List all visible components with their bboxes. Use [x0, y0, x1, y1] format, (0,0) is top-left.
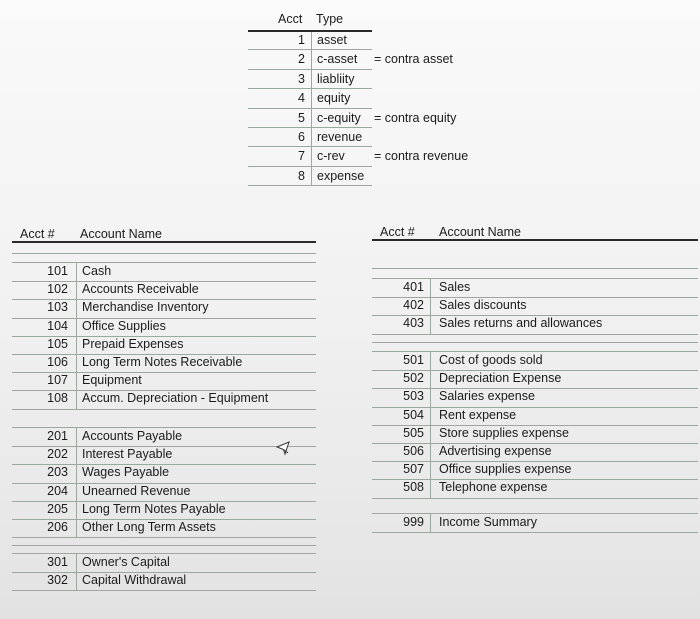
left-acct-number: 203 — [47, 465, 68, 480]
right-name-header: Account Name — [439, 225, 521, 239]
type-table-type: c-asset — [317, 52, 358, 67]
left-account-name: Accounts Receivable — [82, 282, 199, 297]
right-column-divider — [430, 279, 431, 334]
right-header-rule — [372, 239, 698, 241]
left-account-name: Cash — [82, 264, 112, 278]
left-account-name: Long Term Notes Receivable — [82, 355, 243, 369]
right-acct-number: 508 — [403, 480, 424, 495]
left-account-name: Office Supplies — [82, 318, 166, 333]
left-acct-number: 302 — [47, 573, 68, 588]
type-table-type: expense — [317, 168, 365, 183]
type-table-row-line — [248, 146, 372, 147]
left-header-rule — [12, 241, 316, 243]
left-column-divider — [76, 428, 77, 537]
left-row-line — [12, 409, 316, 410]
left-row-line — [12, 590, 316, 591]
right-account-name: Cost of goods sold — [439, 353, 543, 367]
right-account-name: Salaries expense — [439, 389, 535, 404]
type-table-acct: 2 — [298, 52, 305, 67]
left-account-name: Interest Payable — [82, 447, 173, 462]
right-column-divider — [430, 514, 431, 532]
left-acct-header: Acct # — [20, 227, 55, 241]
type-table-acct: 4 — [298, 91, 305, 106]
right-spacer-line — [372, 268, 698, 269]
type-table-row-line — [248, 69, 372, 70]
type-table-acct: 3 — [298, 71, 305, 86]
type-table-divider — [311, 32, 312, 185]
type-table-type: liabliity — [317, 71, 355, 86]
left-acct-number: 105 — [47, 336, 68, 351]
right-account-name: Sales — [439, 280, 471, 294]
type-table-row-line — [248, 108, 372, 109]
right-acct-number: 503 — [403, 389, 424, 404]
type-table-row-line — [248, 166, 372, 167]
type-table-type: c-equity — [317, 110, 361, 125]
left-acct-number: 103 — [47, 300, 68, 315]
right-acct-number: 403 — [403, 316, 424, 331]
right-row-line — [372, 498, 698, 499]
left-account-name: Merchandise Inventory — [82, 300, 209, 315]
left-acct-number: 204 — [47, 483, 68, 498]
right-acct-number: 401 — [403, 280, 424, 294]
type-table-row-line — [248, 185, 372, 186]
right-account-name: Rent expense — [439, 407, 517, 422]
right-group-top-line — [372, 351, 698, 352]
right-acct-number: 402 — [403, 298, 424, 313]
right-account-name: Advertising expense — [439, 444, 552, 458]
type-table-row-line — [248, 88, 372, 89]
right-row-line — [372, 532, 698, 533]
right-acct-number: 504 — [403, 407, 424, 422]
left-account-name: Owner's Capital — [82, 555, 170, 569]
right-row-line — [372, 334, 698, 335]
right-account-name: Income Summary — [439, 515, 537, 529]
left-spacer-line — [12, 253, 316, 254]
type-table-type: equity — [317, 91, 351, 106]
type-table-note: = contra revenue — [374, 149, 469, 164]
right-acct-number: 999 — [403, 515, 424, 529]
left-account-name: Capital Withdrawal — [82, 573, 187, 588]
right-acct-number: 505 — [403, 425, 424, 440]
left-group-top-line — [12, 427, 316, 428]
type-table-type: c-rev — [317, 149, 345, 164]
type-table-type: asset — [317, 33, 347, 47]
type-table-note: = contra equity — [374, 110, 457, 125]
left-group-top-line — [12, 553, 316, 554]
left-acct-number: 201 — [47, 429, 68, 443]
left-acct-number: 202 — [47, 447, 68, 462]
type-table-note: = contra asset — [374, 52, 453, 67]
left-account-name: Prepaid Expenses — [82, 336, 184, 351]
right-acct-number: 501 — [403, 353, 424, 367]
type-table-acct: 7 — [298, 149, 305, 164]
right-group-top-line — [372, 278, 698, 279]
right-group-top-line — [372, 513, 698, 514]
right-account-name: Telephone expense — [439, 480, 548, 495]
left-acct-number: 205 — [47, 501, 68, 516]
type-table-acct: 8 — [298, 168, 305, 183]
right-acct-header: Acct # — [380, 225, 415, 239]
left-acct-number: 301 — [47, 555, 68, 569]
left-acct-number: 108 — [47, 391, 68, 406]
left-acct-number: 106 — [47, 355, 68, 369]
left-account-name: Other Long Term Assets — [82, 520, 216, 534]
type-table-acct: 1 — [298, 33, 305, 47]
right-account-name: Store supplies expense — [439, 425, 569, 440]
right-spacer-line — [372, 342, 698, 343]
left-acct-number: 107 — [47, 373, 68, 388]
left-row-line — [12, 537, 316, 538]
right-column-divider — [430, 352, 431, 498]
type-table-acct-header: Acct — [278, 12, 303, 26]
left-column-divider — [76, 554, 77, 590]
type-table-type-header: Type — [316, 12, 344, 26]
type-table-row-line — [248, 49, 372, 50]
type-table-row-line — [248, 127, 372, 128]
left-acct-number: 206 — [47, 520, 68, 534]
right-account-name: Sales discounts — [439, 298, 527, 313]
type-table-type: revenue — [317, 130, 363, 144]
right-acct-number: 506 — [403, 444, 424, 458]
right-acct-number: 502 — [403, 371, 424, 386]
left-account-name: Equipment — [82, 373, 142, 388]
left-acct-number: 102 — [47, 282, 68, 297]
left-acct-number: 104 — [47, 318, 68, 333]
type-table-header-rule — [248, 30, 372, 32]
right-acct-number: 507 — [403, 462, 424, 477]
right-account-name: Office supplies expense — [439, 462, 572, 477]
type-table-acct: 5 — [298, 110, 305, 125]
left-column-divider — [76, 263, 77, 409]
left-account-name: Long Term Notes Payable — [82, 501, 226, 516]
type-table-acct: 6 — [298, 130, 305, 144]
left-group-top-line — [12, 262, 316, 263]
left-acct-number: 101 — [47, 264, 68, 278]
left-account-name: Accum. Depreciation - Equipment — [82, 391, 269, 406]
left-account-name: Accounts Payable — [82, 429, 183, 443]
left-account-name: Unearned Revenue — [82, 483, 191, 498]
right-account-name: Depreciation Expense — [439, 371, 562, 386]
left-account-name: Wages Payable — [82, 465, 170, 480]
left-name-header: Account Name — [80, 227, 162, 241]
mouse-pointer-icon — [276, 440, 292, 456]
right-account-name: Sales returns and allowances — [439, 316, 603, 331]
left-spacer-line — [12, 545, 316, 546]
